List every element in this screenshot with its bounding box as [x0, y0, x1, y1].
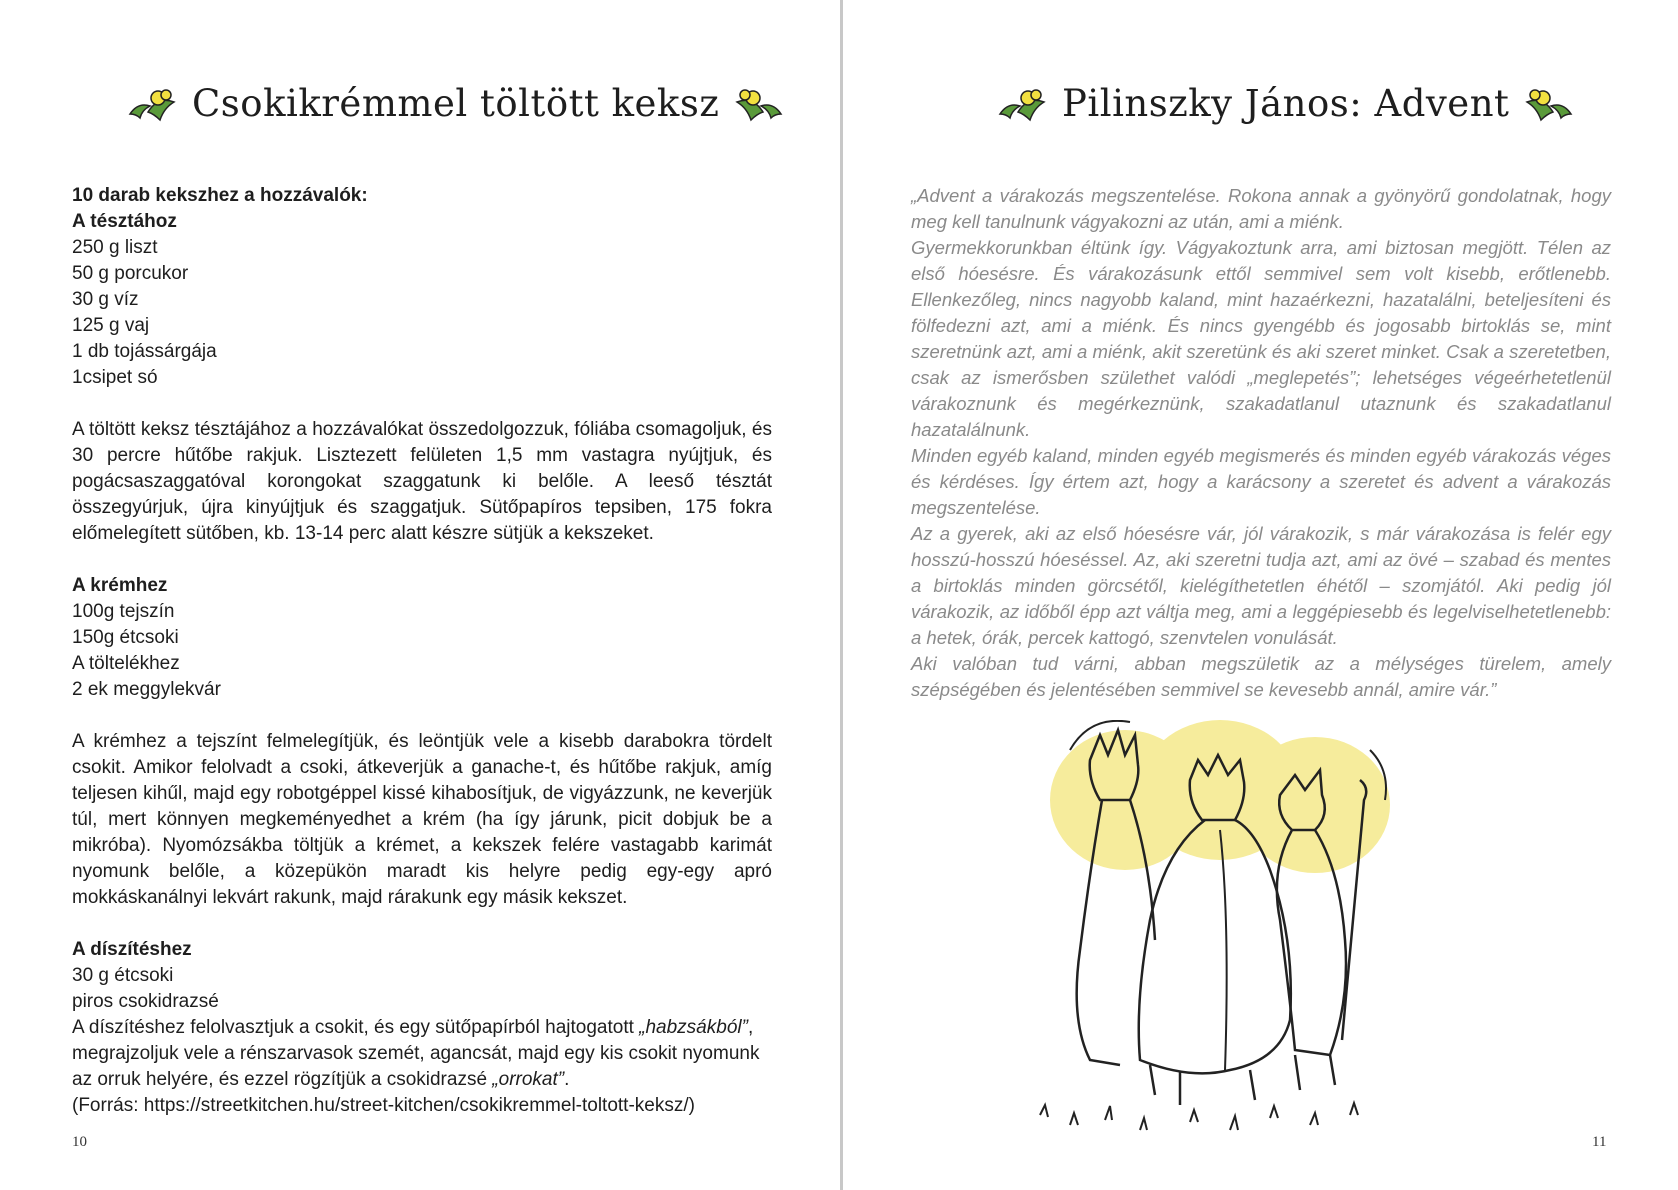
- list-item: 125 g vaj: [72, 315, 150, 336]
- list-item: 2 ek meggylekvár: [72, 679, 221, 700]
- list-item: 50 g porcukor: [72, 263, 189, 284]
- page-title: Pilinszky János: Advent: [1062, 82, 1510, 125]
- source-citation: (Forrás: https://streetkitchen.hu/street-kitchen/csokikremmel-toltott-keksz/): [72, 1095, 695, 1116]
- list-item: 30 g étcsoki: [72, 965, 174, 986]
- poem-paragraph: Az a gyerek, aki az első hóesésre vár, jól várakozik, s már várakozása is felér egy hosszú-hosszú hóeséssel. Az, aki szeretni tudja azt, ami az övé – szabad és mentes a birtoklás minden görcsétől, kielégíthetetlen éhétől – szomjától. Aki pedig jól várakozik, az időből épp azt váltja meg, ami a leggépiesebb és legelviselhetetlenebb: a hetek, órák, percek kattogó, szenvtelen vonulását.: [911, 523, 1611, 648]
- poem-paragraph: Minden egyéb kaland, minden egyéb megismerés és minden egyéb várakozás véges és kérdéses. Így értem azt, hogy a karácsony a szeretet és advent a várakozás megszentelése.: [911, 445, 1611, 518]
- holly-icon: [998, 84, 1048, 124]
- list-item: 1 db tojássárgája: [72, 341, 217, 362]
- list-item: 150g étcsoki: [72, 627, 179, 648]
- recipe-text: [72, 183, 772, 1119]
- decor-method: A díszítéshez felolvasztjuk a csokit, és egy sütőpapírból hajtogatott „habzsákból”, megrajzoljuk vele a rénszarvasok szemét, agancsát, majd egy kis csokit nyomunk az orruk helyére, és ezzel rögzítjük a csokidrazsé „orrokat”.: [72, 1017, 760, 1090]
- list-item: A töltelékhez: [72, 653, 180, 674]
- poem-paragraph: „Advent a várakozás megszentelése. Rokona annak a gyönyörű gondolatnak, hogy meg kell tanulnunk vágyakozni az után, ami a miénk.: [911, 185, 1611, 232]
- poem-paragraph: Aki valóban tud várni, abban megszületik az a mélységes türelem, amely szépségében és jelentésében semmivel se kevesebb annál, amire vár.”: [911, 653, 1611, 700]
- three-kings-illustration: [1030, 720, 1410, 1140]
- page-title: Csokikrémmel töltött keksz: [192, 82, 720, 125]
- right-page-title-block: [998, 82, 1573, 125]
- list-item: 1csipet só: [72, 367, 158, 388]
- page-number: 11: [1592, 1134, 1607, 1150]
- holly-icon: [128, 84, 178, 124]
- list-item: 100g tejszín: [72, 601, 175, 622]
- cream-heading: A krémhez: [72, 575, 168, 596]
- cream-method: A krémhez a tejszínt felmelegítjük, és leöntjük vele a kisebb darabokra tördelt csokit. Amikor felolvadt a csoki, átkeverjük a ganache-t, és hűtőbe rakjuk, amíg teljesen kihűl, majd egy robotgéppel kissé kihabosítjuk, de vigyázzunk, ne keverjük túl, mert könnyen megkeményedhet a krém (ha így járunk, picit dobjuk be a mikróba). Nyomózsákba töltjük a krémet, a kekszek felére vastagabb karimát nyomunk belőle, a közepükön maradt kis helyre pedig egy-egy apró mokkáskanálnyi lekvárt rakunk, majd rárakunk egy másik kekszet.: [72, 731, 772, 908]
- decor-heading: A díszítéshez: [72, 939, 192, 960]
- list-item: 30 g víz: [72, 289, 139, 310]
- list-item: piros csokidrazsé: [72, 991, 219, 1012]
- holly-icon: [733, 84, 783, 124]
- ingredients-heading: 10 darab kekszhez a hozzávalók:: [72, 185, 368, 206]
- list-item: 250 g liszt: [72, 237, 158, 258]
- holly-icon: [1523, 84, 1573, 124]
- page-number: 10: [72, 1134, 87, 1150]
- left-page-title-block: [128, 82, 783, 125]
- poem-paragraph: Gyermekkorunkban éltünk így. Vágyakoztunk arra, ami biztosan megjött. Télen az első hóesésre. És várakozásunk ettől semmivel sem volt kisebb, erőtlenebb. Ellenkezőleg, nincs nagyobb kaland, mint hazaérkezni, hazatalálni, beteljesíteni és fölfedezni azt, ami a miénk. És nincs gyengébb és jogosabb birtoklás se, mint szeretnünk azt, ami a miénk, akit szeretünk és aki szeret minket. Csak a szeretetben, csak az ismerősben születhet valódi „meglepetés”; lehetséges végeérhetetlenül várakoznunk és megérkeznünk, szakadatlanul utaznunk és szakadatlanul hazatalálnunk.: [911, 237, 1611, 440]
- dough-method: A töltött keksz tésztájához a hozzávalókat összedolgozzuk, fóliába csomagoljuk, és 30 percre hűtőbe rakjuk. Lisztezett felületen 1,5 mm vastagra nyújtjuk, és pogácsaszaggatóval korongokat szaggatunk ki belőle. A leeső tésztát összegyúrjuk, újra kinyújtjuk és szaggatjuk. Sütőpapíros tepsiben, 175 fokra előmelegített sütőben, kb. 13-14 perc alatt készre sütjük a kekszeket.: [72, 419, 772, 544]
- poem-text: [911, 183, 1611, 703]
- dough-heading: A tésztához: [72, 211, 177, 232]
